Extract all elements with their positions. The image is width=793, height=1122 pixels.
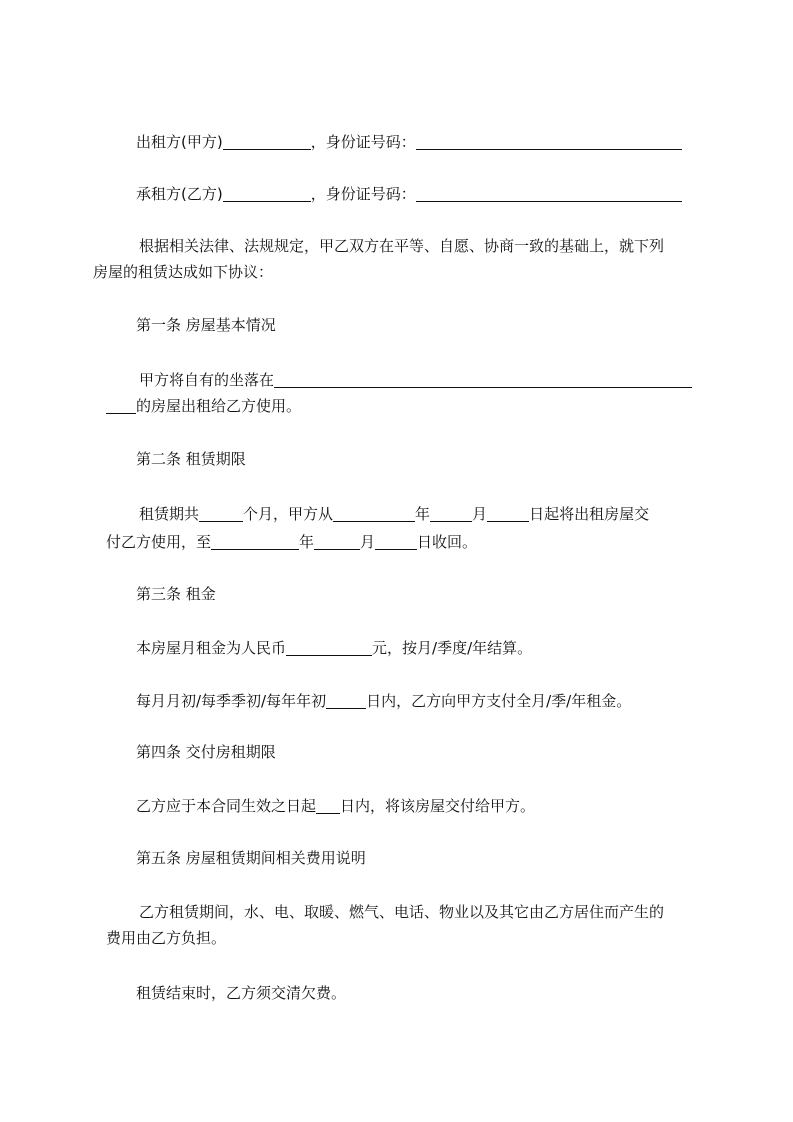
article-1-line-1	[139, 372, 692, 388]
lease-from-text: 个月，甲方从	[243, 505, 334, 523]
lease-term-text: 租赁期共	[139, 505, 200, 523]
end-month-blank[interactable]	[314, 534, 360, 550]
start-year-label: 年	[415, 505, 431, 523]
article-4-heading: 第四条 交付房租期限	[136, 743, 276, 761]
party-b-name-blank[interactable]	[223, 186, 311, 202]
rent-amount-blank[interactable]	[286, 640, 372, 656]
end-day-blank[interactable]	[375, 534, 417, 550]
lease-until-text: 付乙方使用，至	[106, 533, 212, 551]
end-day-label: 日收回。	[417, 533, 478, 551]
article-5-line-2: 费用由乙方负担。	[106, 929, 227, 947]
rent-text: 本房屋月租金为人民币	[136, 639, 287, 657]
party-a-id-label: ，身份证号码：	[310, 133, 416, 151]
article-3-heading: 第三条 租金	[136, 585, 216, 603]
article-2-heading: 第二条 租赁期限	[136, 450, 246, 468]
lease-months-blank[interactable]	[199, 506, 243, 522]
article-4-line	[136, 798, 535, 814]
article-1-text-a: 甲方将自有的坐落在	[139, 371, 275, 389]
article-5-line-1: 乙方租赁期间，水、电、取暖、燃气、电话、物业以及其它由乙方居住而产生的	[139, 903, 665, 921]
article-5-heading: 第五条 房屋租赁期间相关费用说明	[136, 849, 366, 867]
party-a-name-blank[interactable]	[223, 134, 311, 150]
property-location-blank-cont[interactable]	[106, 398, 136, 414]
article-1-line-2	[106, 398, 301, 414]
delivery-text: 乙方应于本合同生效之日起	[136, 797, 317, 815]
party-b-id-blank[interactable]	[416, 186, 682, 202]
end-year-blank[interactable]	[211, 534, 299, 550]
party-b-label: 承租方(乙方)	[136, 185, 223, 203]
payment-text: 日内，乙方向甲方支付全月/季/年租金。	[366, 692, 632, 710]
start-day-blank[interactable]	[487, 506, 529, 522]
article-3-rent-line	[136, 640, 532, 656]
preamble-line-2: 房屋的租赁达成如下协议：	[93, 263, 274, 281]
article-1-text-b: 的房屋出租给乙方使用。	[136, 397, 302, 415]
rent-settlement-text: 元，按月/季度/年结算。	[372, 639, 533, 657]
payment-days-blank[interactable]	[326, 693, 366, 709]
start-month-label: 月	[472, 505, 488, 523]
payment-timing-text: 每月月初/每季季初/每年年初	[136, 692, 327, 710]
party-b-id-label: ，身份证号码：	[310, 185, 416, 203]
party-a-id-blank[interactable]	[416, 134, 682, 150]
party-a-label: 出租方(甲方)	[136, 133, 223, 151]
preamble-line-1: 根据相关法律、法规规定，甲乙双方在平等、自愿、协商一致的基础上，就下列	[139, 237, 665, 255]
end-year-label: 年	[299, 533, 315, 551]
delivery-text-end: 日内，将该房屋交付给甲方。	[340, 797, 536, 815]
article-2-line-2	[106, 534, 477, 550]
start-day-label: 日起将出租房屋交	[529, 505, 650, 523]
party-b-line	[136, 186, 682, 202]
property-location-blank[interactable]	[274, 372, 692, 388]
party-a-line	[136, 134, 682, 150]
start-month-blank[interactable]	[430, 506, 472, 522]
article-5-line-3: 租赁结束时，乙方须交清欠费。	[136, 984, 347, 1002]
article-2-line-1	[139, 506, 649, 522]
start-year-blank[interactable]	[333, 506, 415, 522]
article-3-payment-line	[136, 693, 631, 709]
end-month-label: 月	[360, 533, 376, 551]
article-1-heading: 第一条 房屋基本情况	[136, 316, 276, 334]
delivery-days-blank[interactable]	[316, 798, 340, 814]
